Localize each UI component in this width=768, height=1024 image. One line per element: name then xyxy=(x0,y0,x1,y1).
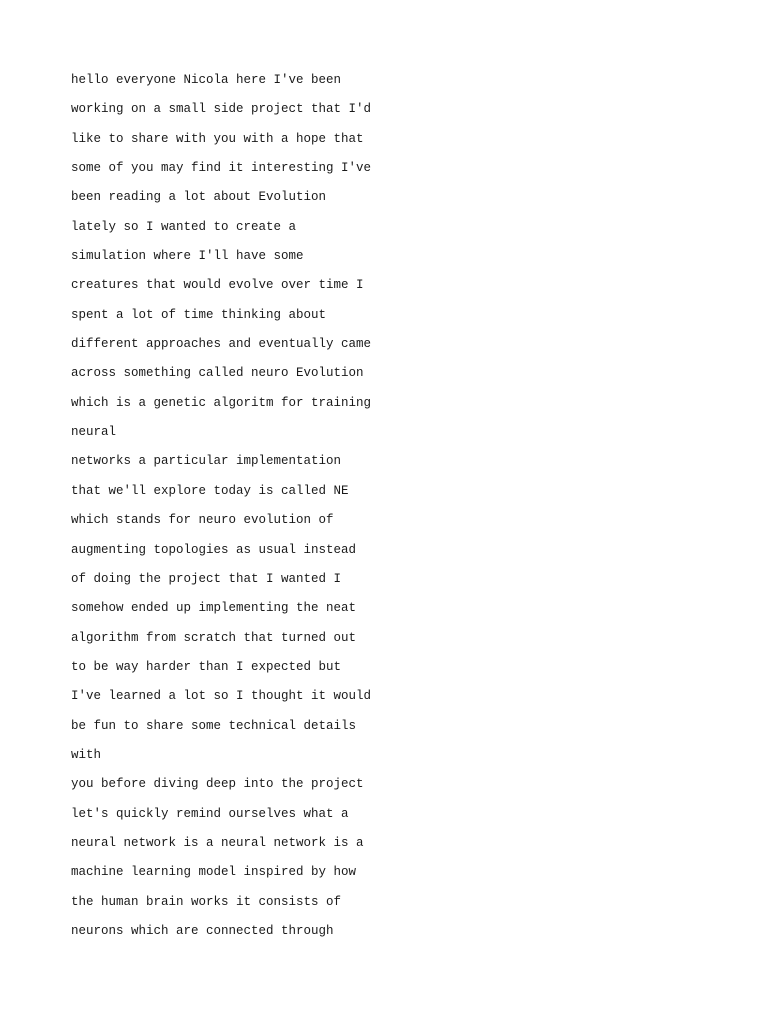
text-line: neural xyxy=(71,425,117,440)
text-line: working on a small side project that I'd xyxy=(71,102,372,117)
text-line: algorithm from scratch that turned out xyxy=(71,630,357,645)
text-line: I've learned a lot so I thought it would xyxy=(71,689,372,704)
text-line: across something called neuro Evolution xyxy=(71,366,364,381)
text-line: you before diving deep into the project xyxy=(71,777,364,792)
text-line: different approaches and eventually came xyxy=(71,337,372,352)
transcript-text xyxy=(71,66,371,946)
text-line: been reading a lot about Evolution xyxy=(71,190,327,205)
text-line: be fun to share some technical details xyxy=(71,718,357,733)
text-line: augmenting topologies as usual instead xyxy=(71,542,357,557)
text-line: lately so I wanted to create a xyxy=(71,219,297,234)
text-line: somehow ended up implementing the neat xyxy=(71,601,357,616)
text-line: hello everyone Nicola here I've been xyxy=(71,73,342,87)
text-line: let's quickly remind ourselves what a xyxy=(71,806,349,821)
text-line: neurons which are connected through xyxy=(71,923,334,938)
text-line: like to share with you with a hope that xyxy=(71,131,364,146)
text-line: that we'll explore today is called NE xyxy=(71,483,349,498)
text-line: networks a particular implementation xyxy=(71,454,342,469)
text-line: which is a genetic algoritm for training xyxy=(71,395,372,410)
text-line: which stands for neuro evolution of xyxy=(71,513,334,528)
text-line: neural network is a neural network is a xyxy=(71,835,364,850)
text-line: to be way harder than I expected but xyxy=(71,659,342,674)
text-line: simulation where I'll have some xyxy=(71,249,304,264)
text-line: spent a lot of time thinking about xyxy=(71,307,327,322)
text-line: the human brain works it consists of xyxy=(71,894,342,909)
text-line: some of you may find it interesting I've xyxy=(71,161,372,176)
text-line: with xyxy=(71,747,102,762)
text-line: creatures that would evolve over time I xyxy=(71,278,364,293)
text-line: machine learning model inspired by how xyxy=(71,865,357,880)
text-line: of doing the project that I wanted I xyxy=(71,571,342,586)
